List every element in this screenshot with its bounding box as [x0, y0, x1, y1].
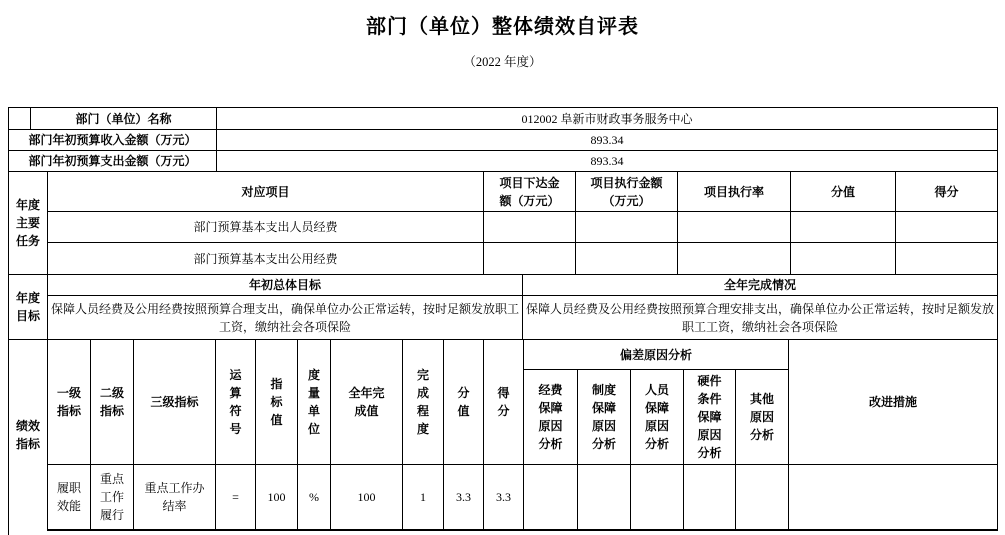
ind-level3: 重点工作办结率	[134, 465, 216, 530]
ind-header-target-value: 指标值	[256, 340, 298, 465]
goals-completion-text: 保障人员经费及公用经费按照预算合理安排支出，确保单位办公正常运转，按时足额发放职工工资，缴纳社会各项保险	[523, 296, 998, 340]
info-spacer-cell	[9, 108, 31, 130]
info-expense-value: 893.34	[217, 151, 998, 172]
task-header-project: 对应项目	[48, 172, 484, 212]
ind-score-value: 3.3	[444, 465, 484, 530]
ind-header-annual-value: 全年完成值	[331, 340, 403, 465]
task-row	[9, 243, 998, 275]
goals-completion-header: 全年完成情况	[523, 275, 998, 296]
tasks-row-label: 年度主要任务	[9, 172, 48, 275]
info-income-value: 893.34	[217, 130, 998, 151]
task-project: 部门预算基本支出人员经费	[48, 212, 484, 243]
ind-deviation-staff	[631, 465, 684, 530]
task-row	[9, 212, 998, 243]
task-score-value	[791, 243, 896, 275]
task-score	[896, 243, 998, 275]
goals-row-label: 年度目标	[9, 275, 48, 340]
page-subtitle: （2022 年度）	[463, 55, 542, 69]
ind-operator: =	[216, 465, 256, 530]
task-header-score: 得分	[896, 172, 998, 212]
indicator-row	[9, 465, 998, 530]
info-row-name	[9, 108, 998, 130]
ind-header-level2: 二级指标	[91, 340, 134, 465]
ind-level2: 重点工作履行	[91, 465, 134, 530]
ind-header-operator: 运算符号	[216, 340, 256, 465]
info-table	[8, 107, 998, 172]
task-executed-amount	[576, 212, 678, 243]
ind-annual-value: 100	[331, 465, 403, 530]
ind-score: 3.3	[484, 465, 524, 530]
ind-header-score-value: 分值	[444, 340, 484, 465]
task-header-score-value: 分值	[791, 172, 896, 212]
info-name-value: 012002 阜新市财政事务服务中心	[217, 108, 998, 130]
goals-initial-header: 年初总体目标	[48, 275, 523, 296]
goals-table	[8, 274, 998, 340]
goals-initial-text: 保障人员经费及公用经费按照预算合理支出，确保单位办公正常运转，按时足额发放职工工资，缴纳社会各项保险	[48, 296, 523, 340]
ind-completion-degree: 1	[403, 465, 444, 530]
task-issued-amount	[484, 212, 576, 243]
goals-header-row	[9, 275, 998, 296]
task-score	[896, 212, 998, 243]
ind-unit: %	[298, 465, 331, 530]
ind-header-deviation-staff: 人员保障原因分析	[631, 370, 684, 465]
ind-header-completion-degree: 完成程度	[403, 340, 444, 465]
ind-header-deviation-system: 制度保障原因分析	[578, 370, 631, 465]
task-execution-rate	[678, 243, 791, 275]
ind-deviation-hardware	[684, 465, 736, 530]
info-row-income	[9, 130, 998, 151]
ind-deviation-other	[736, 465, 789, 530]
page-title: 部门（单位）整体绩效自评表	[366, 16, 639, 38]
indicators-group-header-row	[9, 340, 998, 370]
ind-level1: 履职效能	[48, 465, 91, 530]
ind-header-score: 得分	[484, 340, 524, 465]
task-project: 部门预算基本支出公用经费	[48, 243, 484, 275]
task-header-executed-amount: 项目执行金额（万元）	[576, 172, 678, 212]
info-name-label: 部门（单位）名称	[31, 108, 217, 130]
goals-content-row	[9, 296, 998, 340]
tasks-header-row	[9, 172, 998, 212]
table-left-border-continuation	[8, 524, 9, 535]
task-score-value	[791, 212, 896, 243]
ind-header-deviation-other: 其他原因分析	[736, 370, 789, 465]
indicators-row-label: 绩效指标	[9, 340, 48, 530]
task-issued-amount	[484, 243, 576, 275]
ind-header-deviation-group: 偏差原因分析	[524, 340, 789, 370]
task-execution-rate	[678, 212, 791, 243]
ind-target-value: 100	[256, 465, 298, 530]
task-header-execution-rate: 项目执行率	[678, 172, 791, 212]
task-header-issued-amount: 项目下达金额（万元）	[484, 172, 576, 212]
task-executed-amount	[576, 243, 678, 275]
indicators-table	[8, 339, 998, 531]
ind-improvement	[789, 465, 998, 530]
ind-header-level1: 一级指标	[48, 340, 91, 465]
tasks-table	[8, 171, 998, 275]
info-income-label: 部门年初预算收入金额（万元）	[9, 130, 217, 151]
ind-deviation-system	[578, 465, 631, 530]
info-expense-label: 部门年初预算支出金额（万元）	[9, 151, 217, 172]
ind-header-level3: 三级指标	[134, 340, 216, 465]
ind-header-deviation-hardware: 硬件条件保障原因分析	[684, 370, 736, 465]
ind-deviation-fund	[524, 465, 578, 530]
ind-header-improvement: 改进措施	[789, 340, 998, 465]
ind-header-unit: 度量单位	[298, 340, 331, 465]
ind-header-deviation-fund: 经费保障原因分析	[524, 370, 578, 465]
info-row-expense	[9, 151, 998, 172]
